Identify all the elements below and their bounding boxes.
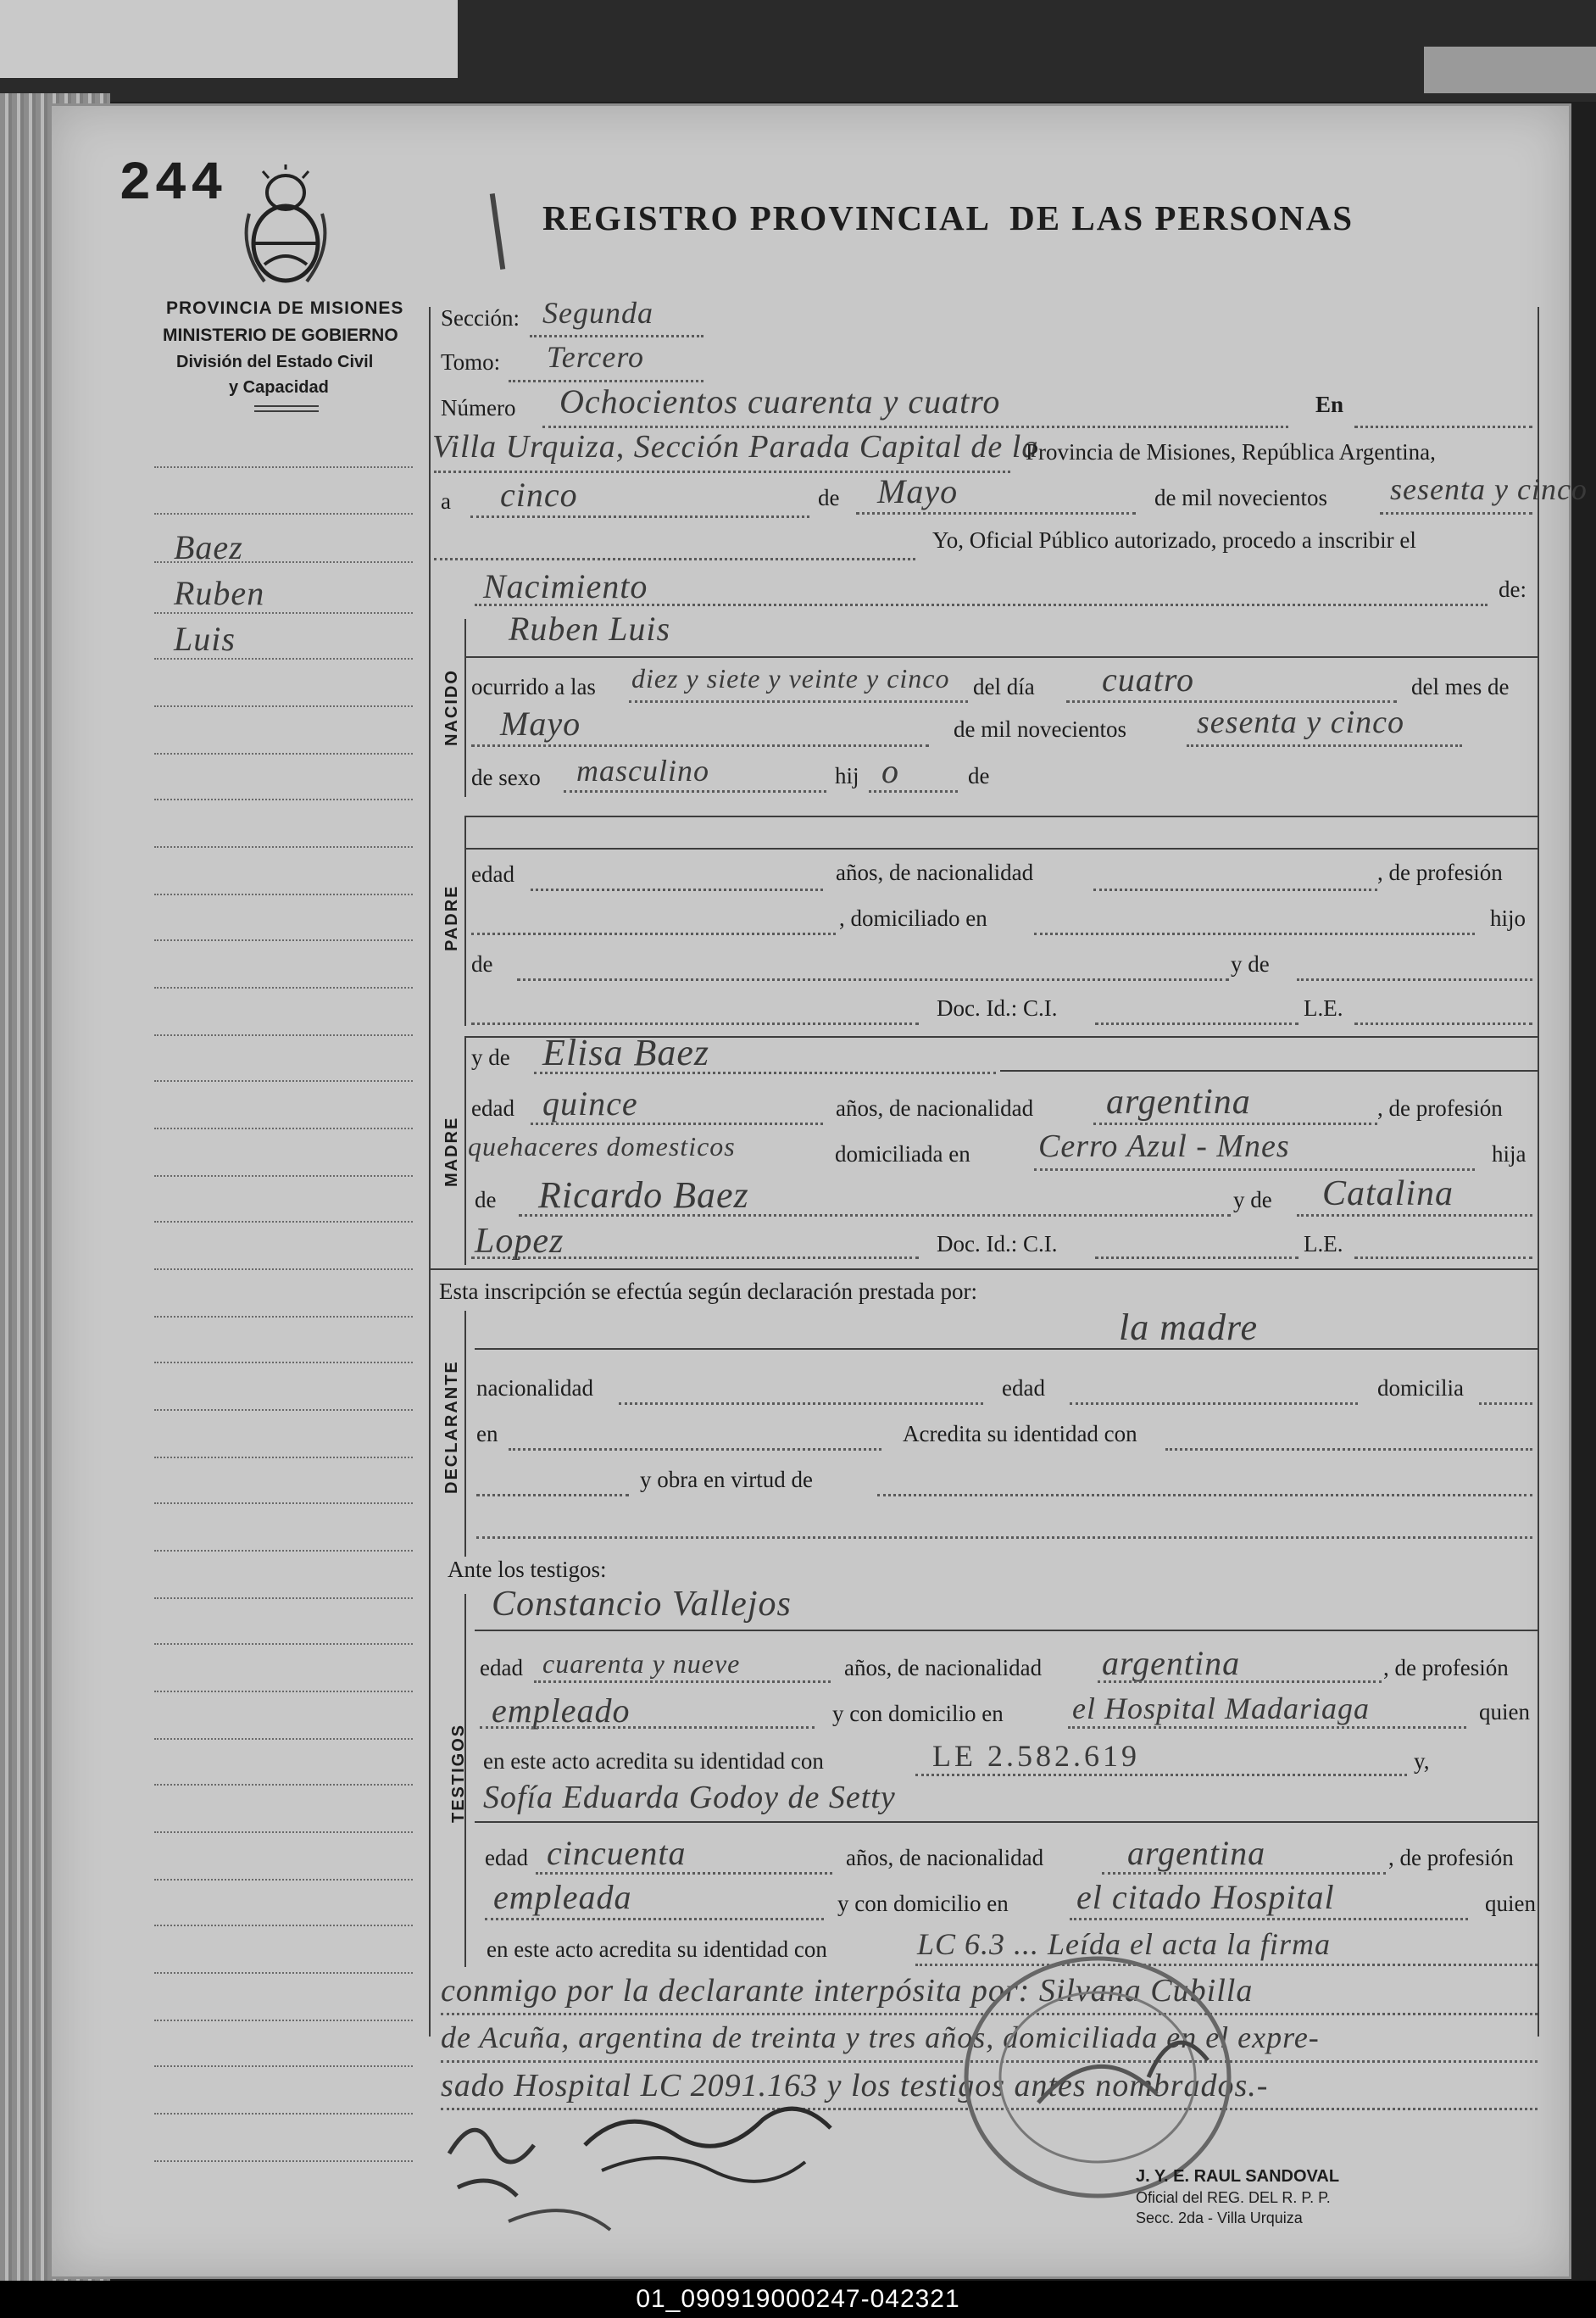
nacido-de-label: de xyxy=(968,763,990,788)
padre-section-label: PADRE xyxy=(442,884,461,951)
declaracion-text: Esta inscripción se efectúa según declaración prestada por: xyxy=(439,1279,977,1304)
madre-le-label: L.E. xyxy=(1304,1231,1343,1257)
madre-edad-value: quince xyxy=(542,1084,638,1123)
t2-prof-value: empleada xyxy=(493,1878,632,1916)
t1-prof-value: empleado xyxy=(492,1691,631,1730)
de-label: de xyxy=(818,485,840,510)
sexo-value: masculino xyxy=(576,754,709,788)
t2-profesion-label: , de profesión xyxy=(1388,1845,1514,1870)
madre-doc-label: Doc. Id.: C.I. xyxy=(937,1231,1058,1257)
observacion-line-2: de Acuña, argentina de treinta y tres años, domiciliada en el expre- xyxy=(441,2020,1320,2054)
t1-anios-label: años, de nacionalidad xyxy=(844,1655,1043,1680)
seccion-value: Segunda xyxy=(542,296,653,330)
declarante-domicilia-label: domicilia xyxy=(1377,1375,1464,1401)
madre-de-label: de xyxy=(475,1187,497,1212)
form-left-border xyxy=(429,307,431,2037)
t1-doc-value: LE 2.582.619 xyxy=(932,1739,1140,1773)
t2-doc-value: LC 6.3 ... Leída el acta la firma xyxy=(917,1927,1332,1961)
nacido-section-label: NACIDO xyxy=(442,669,461,746)
seccion-label: Sección: xyxy=(441,305,520,331)
en-value: Villa Urquiza, Sección Parada Capital de la xyxy=(432,429,1039,465)
dia-value: cuatro xyxy=(1102,660,1194,699)
madre-hija-label: hija xyxy=(1492,1141,1526,1167)
folio-number: 244 xyxy=(119,154,227,215)
t2-edad-value: cincuenta xyxy=(547,1834,687,1872)
t2-nac-value: argentina xyxy=(1127,1834,1266,1872)
madre-padre-value: Ricardo Baez xyxy=(538,1174,749,1216)
madre-nac-value: argentina xyxy=(1106,1083,1251,1122)
ministry-name: MINISTERIO DE GOBIERNO xyxy=(163,326,398,345)
del-dia-label: del día xyxy=(973,674,1035,699)
division-underline-2 xyxy=(254,410,319,412)
t1-edad-value: cuarenta y nueve xyxy=(542,1648,741,1679)
hij-label: hij xyxy=(835,763,859,788)
madre-profesion-label: , de profesión xyxy=(1377,1095,1503,1121)
madre-domiciliada-label: domiciliada en xyxy=(835,1141,970,1167)
image-id-footer: 01_090919000247-042321 xyxy=(0,2281,1596,2318)
t1-quien-label: quien xyxy=(1479,1699,1530,1725)
year-label: de mil novecientos xyxy=(1154,485,1327,510)
declarante-obra-label: y obra en virtud de xyxy=(640,1467,813,1492)
testigos-ante-label: Ante los testigos: xyxy=(448,1557,607,1582)
year-value: sesenta y cinco xyxy=(1390,472,1588,506)
numero-label: Número xyxy=(441,395,516,421)
declarante-edad-label: edad xyxy=(1002,1375,1045,1401)
book-spine-edge xyxy=(1424,47,1596,93)
tomo-label: Tomo: xyxy=(441,349,501,375)
t1-y-label: y, xyxy=(1414,1748,1430,1774)
province-name: PROVINCIA DE MISIONES xyxy=(166,298,404,318)
padre-de-label: de xyxy=(471,951,493,977)
declarante-en-label: en xyxy=(476,1421,498,1446)
ocurrido-label: ocurrido a las xyxy=(471,674,596,699)
division-name-2: y Capacidad xyxy=(229,378,329,397)
padre-profesion-label: , de profesión xyxy=(1377,860,1503,885)
testigos-section-label: TESTIGOS xyxy=(449,1723,468,1823)
hora-value: diez y siete y veinte y cinco xyxy=(631,663,950,694)
t2-quien-label: quien xyxy=(1485,1891,1536,1916)
padre-hijo-label: hijo xyxy=(1490,905,1526,931)
t2-anios-label: años, de nacionalidad xyxy=(846,1845,1044,1870)
declarante-value: la madre xyxy=(1119,1307,1259,1348)
testigo-2-name: Sofía Eduarda Godoy de Setty xyxy=(483,1780,896,1815)
day-value: cinco xyxy=(500,476,578,514)
en-label: En xyxy=(1315,392,1344,417)
madre-section-label: MADRE xyxy=(442,1116,461,1187)
t2-dom-value: el citado Hospital xyxy=(1076,1878,1335,1916)
madre-yde-label: y de xyxy=(471,1045,510,1070)
provincia-text: Provincia de Misiones, República Argentina, xyxy=(1026,439,1436,465)
padre-le-label: L.E. xyxy=(1304,995,1343,1021)
margin-name-second: Luis xyxy=(174,620,236,658)
form-right-border xyxy=(1538,307,1539,2037)
tomo-value: Tercero xyxy=(547,340,644,374)
t1-acredita-label: en este acto acredita su identidad con xyxy=(483,1748,824,1774)
signatures xyxy=(441,2094,915,2247)
stamp-line-2: Oficial del REG. DEL R. P. P. xyxy=(1136,2189,1331,2206)
month-value: Mayo xyxy=(877,472,959,510)
t1-dom-value: el Hospital Madariaga xyxy=(1072,1691,1370,1725)
acto-value: Nacimiento xyxy=(483,567,648,605)
del-mes-label: del mes de xyxy=(1411,674,1510,699)
de-colon-label: de: xyxy=(1499,577,1526,602)
anio-value: sesenta y cinco xyxy=(1197,705,1405,740)
madre-prof-value: quehaceres domesticos xyxy=(468,1131,736,1162)
page-title: REGISTRO PROVINCIAL DE LAS PERSONAS xyxy=(542,198,1354,237)
stamp-line-3: Secc. 2da - Villa Urquiza xyxy=(1136,2209,1303,2226)
madre-dom-value: Cerro Azul - Mnes xyxy=(1038,1128,1290,1164)
stamp-name: J. Y. E. RAUL SANDOVAL xyxy=(1136,2167,1340,2186)
t1-nac-value: argentina xyxy=(1102,1644,1241,1682)
madre-name-value: Elisa Baez xyxy=(542,1032,709,1073)
observacion-line-3: sado Hospital LC 2091.163 y los testigos antes nombrados.- xyxy=(441,2068,1269,2103)
coat-of-arms-icon xyxy=(239,163,332,290)
t1-domicilio-label: y con domicilio en xyxy=(832,1701,1004,1726)
t2-acredita-label: en este acto acredita su identidad con xyxy=(487,1936,827,1962)
division-name: División del Estado Civil xyxy=(176,353,374,371)
official-stamp-icon xyxy=(954,1950,1242,2204)
observacion-line-1: conmigo por la declarante interpósita por: Silvana Cubilla xyxy=(441,1973,1254,2009)
t2-domicilio-label: y con domicilio en xyxy=(837,1891,1009,1916)
top-dark-strip xyxy=(0,0,1596,102)
hij-value: o xyxy=(881,752,899,790)
declarante-nacionalidad-label: nacionalidad xyxy=(476,1375,593,1401)
padre-edad-label: edad xyxy=(471,861,514,887)
oficial-text: Yo, Oficial Público autorizado, procedo a inscribir el xyxy=(932,527,1416,553)
t2-edad-label: edad xyxy=(485,1845,528,1870)
t1-profesion-label: , de profesión xyxy=(1383,1655,1509,1680)
numero-value: Ochocientos cuarenta y cuatro xyxy=(559,382,1001,421)
a-label: a xyxy=(441,488,451,514)
declarante-section-label: DECLARANTE xyxy=(442,1360,461,1494)
testigo-1-name: Constancio Vallejos xyxy=(492,1585,792,1624)
previous-page-edge xyxy=(0,0,458,78)
margin-name-first: Ruben xyxy=(174,574,265,612)
madre-madre-value-2: Lopez xyxy=(475,1222,564,1261)
mes-value: Mayo xyxy=(500,705,581,743)
madre-yde2-label: y de xyxy=(1233,1187,1272,1212)
padre-anios-label: años, de nacionalidad xyxy=(836,860,1034,885)
declarante-acredita-label: Acredita su identidad con xyxy=(903,1421,1137,1446)
padre-domiciliado-label: , domiciliado en xyxy=(839,905,987,931)
de-mil-label: de mil novecientos xyxy=(954,716,1126,742)
madre-edad-label: edad xyxy=(471,1095,514,1121)
madre-anios-label: años, de nacionalidad xyxy=(836,1095,1034,1121)
padre-yde-label: y de xyxy=(1231,951,1270,977)
t1-edad-label: edad xyxy=(480,1655,523,1680)
madre-madre-value: Catalina xyxy=(1322,1174,1454,1213)
division-underline xyxy=(254,405,319,407)
nacido-name: Ruben Luis xyxy=(509,610,671,648)
margin-name-surname: Baez xyxy=(174,528,243,566)
padre-doc-label: Doc. Id.: C.I. xyxy=(937,995,1058,1021)
sexo-label: de sexo xyxy=(471,765,541,790)
